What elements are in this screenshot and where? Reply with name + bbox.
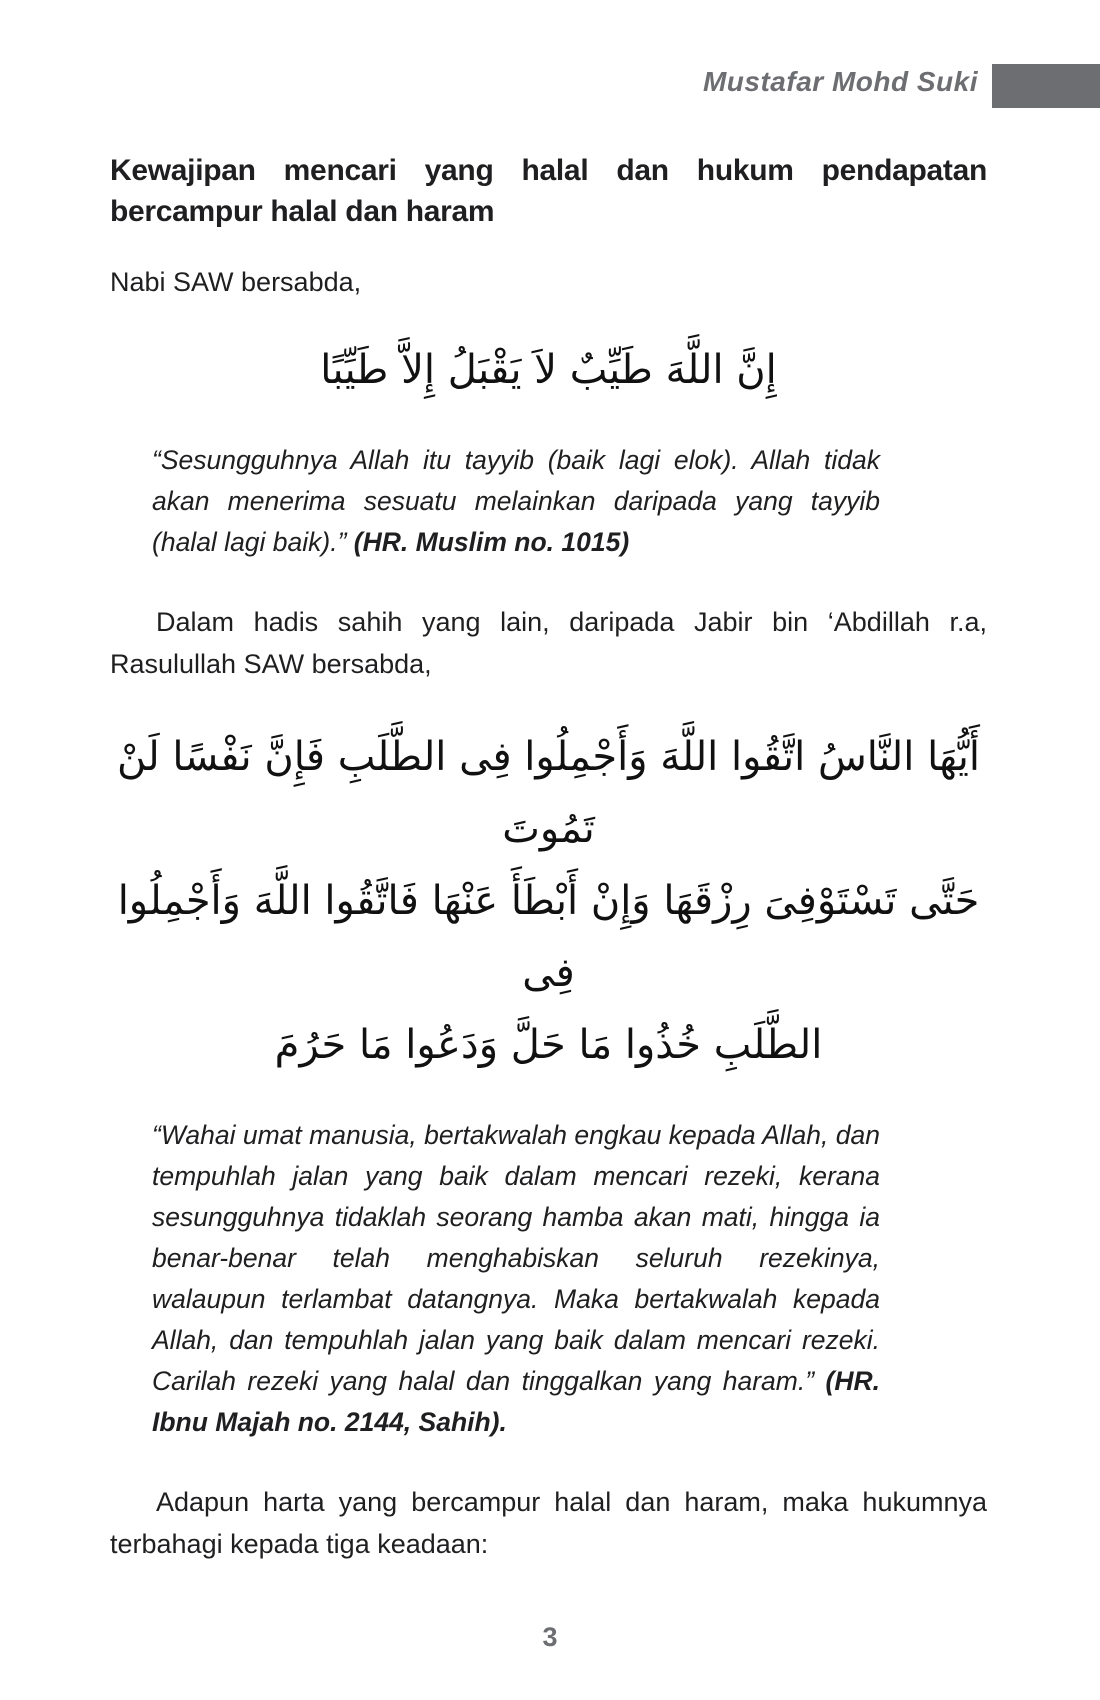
paragraph-intro-second-hadith: Dalam hadis sahih yang lain, daripada Jabir bin ‘Abdillah r.a, Rasulullah SAW bersabda,	[110, 607, 987, 679]
page-content	[110, 150, 987, 1565]
page-number: 3	[542, 1622, 558, 1652]
running-header-author: Mustafar Mohd Suki	[702, 66, 978, 97]
hadith2-source-reference: (HR. Ibnu Majah no. 2144, Sahih).	[152, 1366, 880, 1437]
hadith2-arabic-line: حَتَّى تَسْتَوْفِىَ رِزْقَهَا وَإِنْ أَبْطَأَ عَنْهَا فَاتَّقُوا اللَّهَ وَأَجْمِلُوا فِى	[117, 878, 980, 996]
hadith2-arabic-line: الطَّلَبِ خُذُوا مَا حَلَّ وَدَعُوا مَا حَرُمَ	[274, 1022, 823, 1068]
hadith2-translation-quote	[152, 1115, 880, 1443]
hadith2-translation-text: “Wahai umat manusia, bertakwalah engkau kepada Allah, dan tempuhlah jalan yang baik dalam mencari rezeki, kerana sesungguhnya tidaklah seorang hamba akan mati, hingga ia benar-benar telah menghabiskan seluruh rezekinya, walaupun terlambat datangnya. Maka bertakwalah kepada Allah, dan tempuhlah jalan yang baik dalam mencari rezeki. Carilah rezeki yang halal dan tinggalkan yang haram.”	[152, 1120, 880, 1396]
hadith1-translation-text: “Sesungguhnya Allah itu tayyib (baik lagi elok). Allah tidak akan menerima sesuatu melainkan daripada yang tayyib (halal lagi baik).”	[152, 445, 880, 557]
hadith1-translation-quote	[152, 440, 880, 563]
hadith1-source-reference: (HR. Muslim no. 1015)	[353, 527, 630, 557]
header-decoration-bar	[992, 64, 1100, 108]
hadith2-arabic-text	[110, 721, 987, 1081]
lead-in-text: Nabi SAW bersabda,	[110, 267, 362, 297]
section-heading: Kewajipan mencari yang halal dan hukum pendapatan bercampur halal dan haram	[110, 154, 987, 228]
hadith2-arabic-line: أَيُّهَا النَّاسُ اتَّقُوا اللَّهَ وَأَجْمِلُوا فِى الطَّلَبِ فَإِنَّ نَفْسًا لَنْ تَمُوتَ	[117, 734, 980, 852]
hadith1-arabic-text: إِنَّ اللَّهَ طَيِّبٌ لاَ يَقْبَلُ إِلاَّ طَيِّبًا	[320, 347, 777, 393]
paragraph-closing: Adapun harta yang bercampur halal dan haram, maka hukumnya terbahagi kepada tiga keadaan:	[110, 1487, 987, 1559]
